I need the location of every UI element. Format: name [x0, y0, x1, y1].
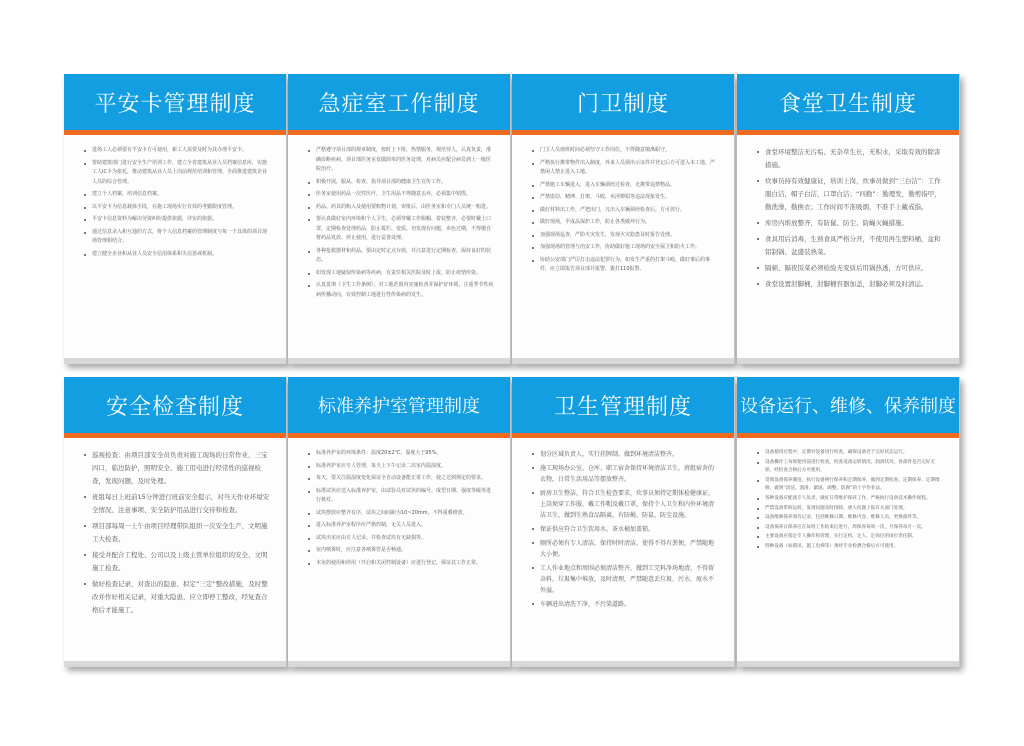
board-title: 门卫制度 [576, 91, 669, 117]
rule-list [84, 449, 270, 617]
list-item: 做好材料出工作，严把出门，凡出入车辆须经检查后，方可放行。 [532, 206, 718, 216]
board-body [532, 449, 718, 655]
board-curing-room [288, 377, 511, 667]
list-item: 平安卡信息资料为解决劳资纠纷提供依据，详实的依据。 [84, 215, 270, 225]
list-item: 每天，要关注温湿度变化保证全自动设备能正常工作，使之达到规定的要求。 [308, 474, 494, 484]
accent-bar [288, 130, 510, 135]
list-item: 做好现场，半成品保护工作，防止各类破坏行为。 [532, 218, 718, 228]
list-item: 进场工人必须要有平安卡方可使用，新工人需要及时为其办理平安卡。 [84, 146, 270, 156]
list-item: 接受并配合工程处、公司以及上级主管单位组织的安全、文明施工检查。 [84, 549, 270, 575]
board-emergency-room [288, 74, 511, 364]
list-item: 设备维修保养须有记录，包括维修日期、维修内容、维修人员、更换部件等。 [757, 514, 943, 523]
board-footer [512, 358, 734, 364]
rule-list [532, 449, 718, 610]
list-item: 炊事员持有效健康证，培训上岗，炊事员做到“三白洁”：工作服白洁，帽子白洁，口罩白洁；“四勤”：勤理发，勤剪指甲，勤洗澡，勤换衣；工作时间不准吸烟，不准手上戴戒指。 [757, 175, 943, 214]
list-item: 厕所必须有专人清洁，保持时时清洁，使得不得有粪便，严禁随地大小便。 [532, 538, 718, 560]
board-guard [512, 74, 735, 364]
list-item: 如发现工地疑似传染病等疾病，有责任相关医院及时上报，防止疫情传染。 [308, 269, 494, 279]
list-item: 试块出室应由专人记录，并检查试块有无缺损等。 [308, 534, 494, 544]
list-item: 要认真做好室内环境和个人卫生，必须穿戴工作服帽、着装整齐，必要时戴上口罩，定期检查处理药品，防止霉烂、变质，勿发现有问题，卖色过期，不得擅自将药品发放、停止使用，进行妥善处理。 [308, 215, 494, 244]
board-footer [737, 358, 959, 364]
list-item: 设备使用过程中，定期对设备进行检查，确保设备处于完好状态运行。 [757, 449, 943, 458]
board-header [737, 377, 959, 433]
rule-list [532, 146, 718, 275]
list-item: 以平安卡为信息载体手段，在施工现场实行有效的考勤限度管理。 [84, 203, 270, 213]
list-item: 班组每日上班前15分钟进行班前安全提示，对当天作业环境安全情况、注意事项、安全防护用品进行交待和检查。 [84, 491, 270, 517]
accent-bar [512, 433, 734, 438]
board-footer [737, 661, 959, 667]
board-title: 平安卡管理制度 [94, 91, 256, 117]
board-title: 急症室工作制度 [318, 91, 480, 117]
rule-list [308, 146, 494, 300]
list-item: 巡视检查：由项目部安全员负责对施工现场的日常作业，三宝四口，临边防护，照明安全、施工用电进行经常性的巡视检查，发现问题，及时处理。 [84, 449, 270, 488]
rule-list [308, 449, 494, 568]
list-item: 标准养护室应专人管理，每天上下午记录二次室内温湿度。 [308, 462, 494, 472]
rule-list [757, 146, 943, 291]
rule-list [757, 449, 943, 552]
board-safety-inspection [64, 377, 287, 667]
board-header [512, 74, 734, 130]
board-footer [512, 661, 734, 667]
board-title: 食堂卫生制度 [778, 91, 917, 117]
board-body [84, 146, 270, 352]
board-title: 标准养护室管理制度 [318, 396, 480, 417]
list-item: 项目部每周一上午由项目经理带队组织一次安全生产、文明施工大检查。 [84, 520, 270, 546]
list-item: 认真贯彻《卫生工作条例》，对工地范围内实施检查并保护好环境，注重季节性疾病传播动向，有效控制工地进行性传染病的发生。 [308, 281, 494, 300]
board-body [84, 449, 270, 655]
list-item: 门卫人员值班时间必须坚守工作岗位，不得随意擅离职守。 [532, 146, 718, 156]
list-item: 协助公安部门严厉打击违法犯罪行为，如发生严重的打架斗殴，做好事后的事件，应立即报告项目部并报警，拨打110报警。 [532, 256, 718, 275]
list-item: 帮助建筑部门进行安全生产培训工作，建立全省建筑从业人员档案信息库，实施工人IC卡为依托，推动建筑从业人员上岗前规范培训和管理，全面推进建筑企业人员的综合管理。 [84, 159, 270, 188]
list-item: 主要设备应指定专人操作和管理，实行定机、定人、定岗位的岗位责任制。 [757, 533, 943, 542]
board-footer [288, 661, 510, 667]
board-title: 设备运行、维修、保养制度 [740, 396, 956, 417]
list-item: 标准试块应送入标准养护室，由试验员对试块的编号、成型日期、强度等级等进行核对。 [308, 487, 494, 506]
board-body [757, 146, 943, 352]
accent-bar [288, 433, 510, 438]
board-equipment [737, 377, 960, 667]
list-item: 各种抢救器材和药品，要由定时定点存放，并注意进行定期检查，保持良好的状态。 [308, 247, 494, 266]
list-item: 医务室使用药品一次性医疗，卫生用品不得随意丢弃，必须集中销毁。 [308, 190, 494, 200]
list-item: 建立健全企业和从业人员安全信用体系和失信惩戒机制。 [84, 250, 270, 260]
list-item: 本室的使用和停用（开启和关闭控制设备）应进行登记，保证其工作正常。 [308, 559, 494, 569]
board-safety-card [64, 74, 287, 364]
board-header [288, 74, 510, 130]
list-item: 施工现场办公室、仓库、职工宿舍保持环境清洁卫生，班组宿舍的衣物，日常生活用品等摆放整齐。 [532, 463, 718, 485]
rule-list [84, 146, 270, 259]
accent-bar [737, 433, 959, 438]
accent-bar [737, 130, 959, 135]
board-body [308, 146, 494, 352]
list-item: 库房内堆放整齐，有防鼠、防尘、防蝇灭蝇措施。 [757, 217, 943, 230]
board-footer [64, 358, 286, 364]
board-header [288, 377, 510, 433]
list-item: 食堂环境整洁无污垢、无杂草生长，无积水，采取有效的除害措施。 [757, 146, 943, 172]
list-item: 严禁盗窃、赌博、打架、斗殴、卖淫嫖娼等违法现象发生。 [532, 193, 718, 203]
board-title: 安全检查制度 [105, 394, 244, 420]
list-item: 设备操作工每班使用前进行检查，检查设备运转情况，润滑状况，各部件是否完好无损，经检查合格后方可使用。 [757, 459, 943, 476]
list-item: 标准养护室的环境条件：温度20±2℃，湿度大于95%。 [308, 449, 494, 459]
board-header [737, 74, 959, 130]
list-item: 严格遵守项目部的规章制度，按时上下班，热情服务，规范待人，认真负责，准确诊断疾病，项目部医务室仅做简单的医务处理，对病员应配合病员到上一级医院治疗。 [308, 146, 494, 175]
board-body [308, 449, 494, 655]
board-body [757, 449, 943, 655]
board-title: 卫生管理制度 [553, 394, 692, 420]
board-footer [64, 661, 286, 667]
list-item: 食堂设置泔脚桶，泔脚桶容器加盖，泔脚必须及时清运。 [757, 278, 943, 291]
list-item: 试块摆放应整齐有序，试块之间间距为10~20mm，不得重叠堆放。 [308, 509, 494, 519]
list-item: 严格执行携带物件出入制度，外来人员须出示证件并登记后方可进入本工地，严禁闲人禁止进入工地。 [532, 159, 718, 178]
board-header [64, 377, 286, 433]
list-item: 各种设备应配备专人负责，做好日常维护保养工作，严格执行设备技术操作规程。 [757, 495, 943, 504]
board-header [512, 377, 734, 433]
list-item: 划分区域负责人，实行挂牌制，做到环境清洁整齐。 [532, 449, 718, 460]
list-item: 厨房卫生整洁，符合卫生检查要求，炊事员须持定期体检健康证，上岗须穿工作服、戴工作帽及戴口罩，保持个人卫生和内外环境清洁卫生，做到生熟食品隔离，有防蝇、防鼠、防尘设施。 [532, 488, 718, 521]
list-item: 车辆进出清洗干净，不污染道路。 [532, 599, 718, 610]
board-body [532, 146, 718, 352]
board-canteen [737, 74, 960, 364]
list-item: 进入标准养护室程序应严格控制，无关人员进入。 [308, 521, 494, 531]
list-item: 加强现场的管理与治安工作，协助做好施工现场的安全保卫和防火工作。 [532, 243, 718, 253]
list-item: 特种设备（如塔吊、施工电梯等）须经专业检测合格后方可使用。 [757, 543, 943, 552]
list-item: 室内喷雾时，应注意各喷雾管是否畅通。 [308, 546, 494, 556]
list-item: 通过信息录入和互通的方式，将个人信息档案的管理制度与每一个具体的项目现场管理相结合。 [84, 228, 270, 247]
list-item: 工人作业地点和周围必须清洁整齐，做到工完料净场地清，不得留杂料，垃圾集中堆放，及时清理，严禁随意丢垃圾、污水，废水不外溢。 [532, 563, 718, 596]
list-item: 建立个人档案，培训信息档案。 [84, 190, 270, 200]
accent-bar [64, 433, 286, 438]
list-item: 严禁施工车辆进入，进入车辆须经过检查，无携带违禁物品。 [532, 181, 718, 191]
list-item: 贯彻设备保养制度，执行设备例行保养和定期保养，做到定期检查、定期保养、定期维修，做到“清洁、润滑、紧固、调整、防腐”的十字作业法。 [757, 477, 943, 494]
list-item: 设备保养日保养应在每班工作结束后进行，周保养每周一次，月保养每月一次。 [757, 524, 943, 533]
list-item: 严禁设备带病运转，发现问题及时排除，重大问题上报有关部门处理。 [757, 505, 943, 514]
list-item: 隔顿、隔夜饭菜必须检验无变质后用锅热透，方可供应。 [757, 262, 943, 275]
list-item: 食具用后消毒，生熟食具严格分开，不使用再生塑料桶，盆和铝制锅、盆盛装熟菜。 [757, 233, 943, 259]
accent-bar [512, 130, 734, 135]
board-header [64, 74, 286, 130]
accent-bar [64, 130, 286, 135]
list-item: 做好检查记录，对查出的隐患、拟定“三定”整改措施，及时整改并作好相关记录，对重大隐患，应立即停工整改，经复查合格后才能施工。 [84, 578, 270, 617]
board-footer [288, 358, 510, 364]
list-item: 积极开展，服从、检查、指导项目部的健康卫生宣传工作。 [308, 178, 494, 188]
list-item: 药品、药具的购入及使用要购物计划，审批后，由医务室和专门人员统一购进。 [308, 203, 494, 213]
board-hygiene [512, 377, 735, 667]
list-item: 加强现场巡查，严防火灾发生，发现火灾隐患及时报告处理。 [532, 231, 718, 241]
list-item: 保证供应符合卫生饮用水，茶水桶加盖锁。 [532, 524, 718, 535]
